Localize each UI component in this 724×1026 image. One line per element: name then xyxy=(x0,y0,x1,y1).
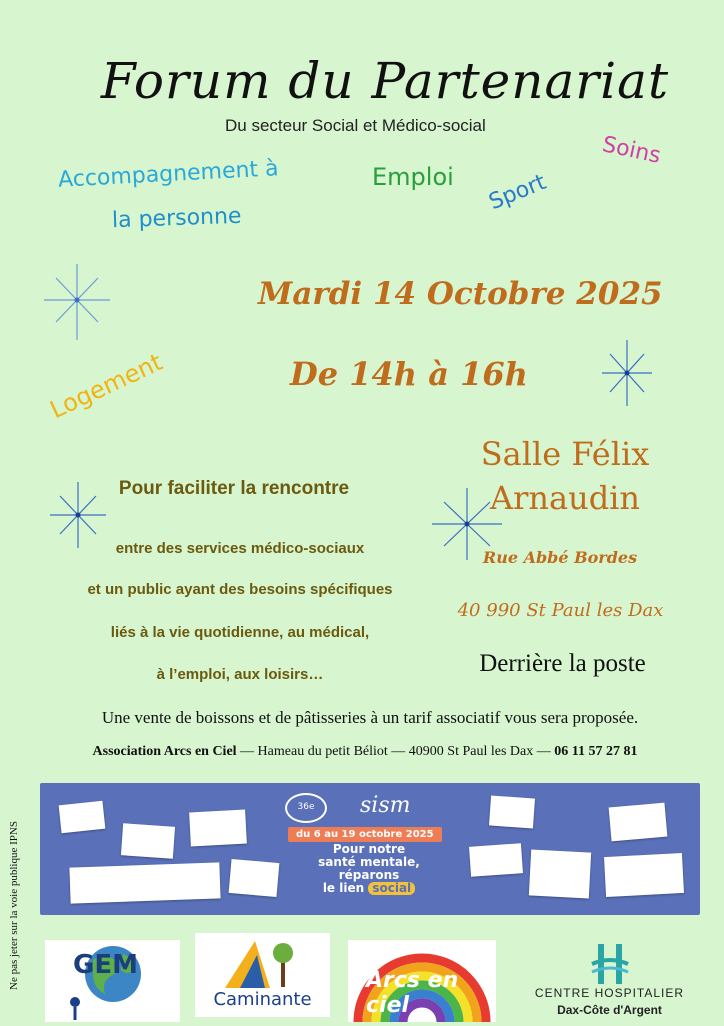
theme-soins: Soins xyxy=(600,132,663,169)
sism-logo: sism xyxy=(360,793,411,818)
arcs-en-ciel-logo xyxy=(348,940,496,1022)
venue-name xyxy=(455,432,675,520)
venue-name-line1: Salle Félix xyxy=(480,435,650,473)
contact-phone: 06 11 57 27 81 xyxy=(554,744,638,759)
illustration-card xyxy=(69,862,220,903)
illustration-card xyxy=(189,810,247,847)
slogan-line: Pour notre xyxy=(332,842,406,856)
contact-separator: — xyxy=(533,744,555,759)
ch-logo-line1: CENTRE HOSPITALIER xyxy=(534,986,685,1000)
arcs-en-ciel-logo-text: Arcs en ciel xyxy=(366,968,459,1018)
purpose-line5: à l’emploi, aux loisirs… xyxy=(156,666,324,683)
banner-slogan xyxy=(290,843,448,895)
illustration-card xyxy=(229,859,280,897)
illustration-card xyxy=(59,801,106,833)
hospital-icon xyxy=(522,940,697,986)
slogan-line: réparons xyxy=(338,868,400,882)
theme-accompagnement-line1: Accompagnement à xyxy=(57,156,280,193)
ch-logo-line2: Dax-Côte d'Argent xyxy=(557,1003,662,1017)
slogan-highlight: social xyxy=(368,882,415,895)
illustration-card xyxy=(609,803,668,842)
theme-sport: Sport xyxy=(485,169,550,216)
venue-landmark: Derrière la poste xyxy=(479,650,646,677)
edition-badge: 36e xyxy=(285,793,327,823)
illustration-card xyxy=(489,796,535,829)
banner-dates: du 6 au 19 octobre 2025 xyxy=(288,827,442,842)
theme-emploi: Emploi xyxy=(372,163,454,191)
venue-name-line2: Arnaudin xyxy=(489,479,641,517)
contact-organizer: Association Arcs en Ciel xyxy=(92,744,237,759)
event-date: Mardi 14 Octobre 2025 xyxy=(258,276,663,312)
slogan-line xyxy=(290,882,448,895)
gem-logo-text: GEM xyxy=(73,950,138,980)
contact-line xyxy=(20,744,710,760)
sparkle-icon xyxy=(600,338,654,408)
venue-street: Rue Abbé Bordes xyxy=(482,548,638,567)
purpose-line4: liés à la vie quotidienne, au médical, xyxy=(110,624,370,641)
slogan-line: santé mentale, xyxy=(318,855,420,869)
sale-notice: Une vente de boissons et de pâtisseries à un tarif associatif vous sera proposée. xyxy=(101,708,639,727)
tree-icon xyxy=(195,933,330,991)
sism-banner xyxy=(40,783,700,915)
purpose-line3: et un public ayant des besoins spécifiques xyxy=(87,581,393,598)
contact-address: Hameau du petit Béliot — 40900 St Paul les Dax xyxy=(257,744,534,759)
slogan-text: le lien xyxy=(322,881,365,895)
event-hours: De 14h à 16h xyxy=(290,355,528,393)
theme-logement: Logement xyxy=(45,347,167,425)
caminante-logo xyxy=(195,933,330,1017)
purpose-line2: entre des services médico-sociaux xyxy=(115,540,365,557)
sparkle-icon xyxy=(42,262,112,342)
theme-accompagnement-line2: la personne xyxy=(111,203,242,234)
page-title: Forum du Partenariat xyxy=(100,52,670,110)
contact-separator: — xyxy=(236,744,258,759)
page-subtitle: Du secteur Social et Médico-social xyxy=(225,116,486,135)
venue-city: 40 990 St Paul les Dax xyxy=(457,600,664,621)
side-note: Ne pas jeter sur la voie publique IPNS xyxy=(8,821,20,990)
caminante-logo-text: Caminante xyxy=(213,989,312,1010)
purpose-line1: Pour faciliter la rencontre xyxy=(118,478,350,499)
centre-hospitalier-logo xyxy=(522,940,697,1022)
gem-logo xyxy=(45,940,180,1022)
illustration-card xyxy=(604,853,684,897)
illustration-card xyxy=(529,849,591,898)
illustration-card xyxy=(469,843,523,877)
illustration-card xyxy=(121,823,175,859)
